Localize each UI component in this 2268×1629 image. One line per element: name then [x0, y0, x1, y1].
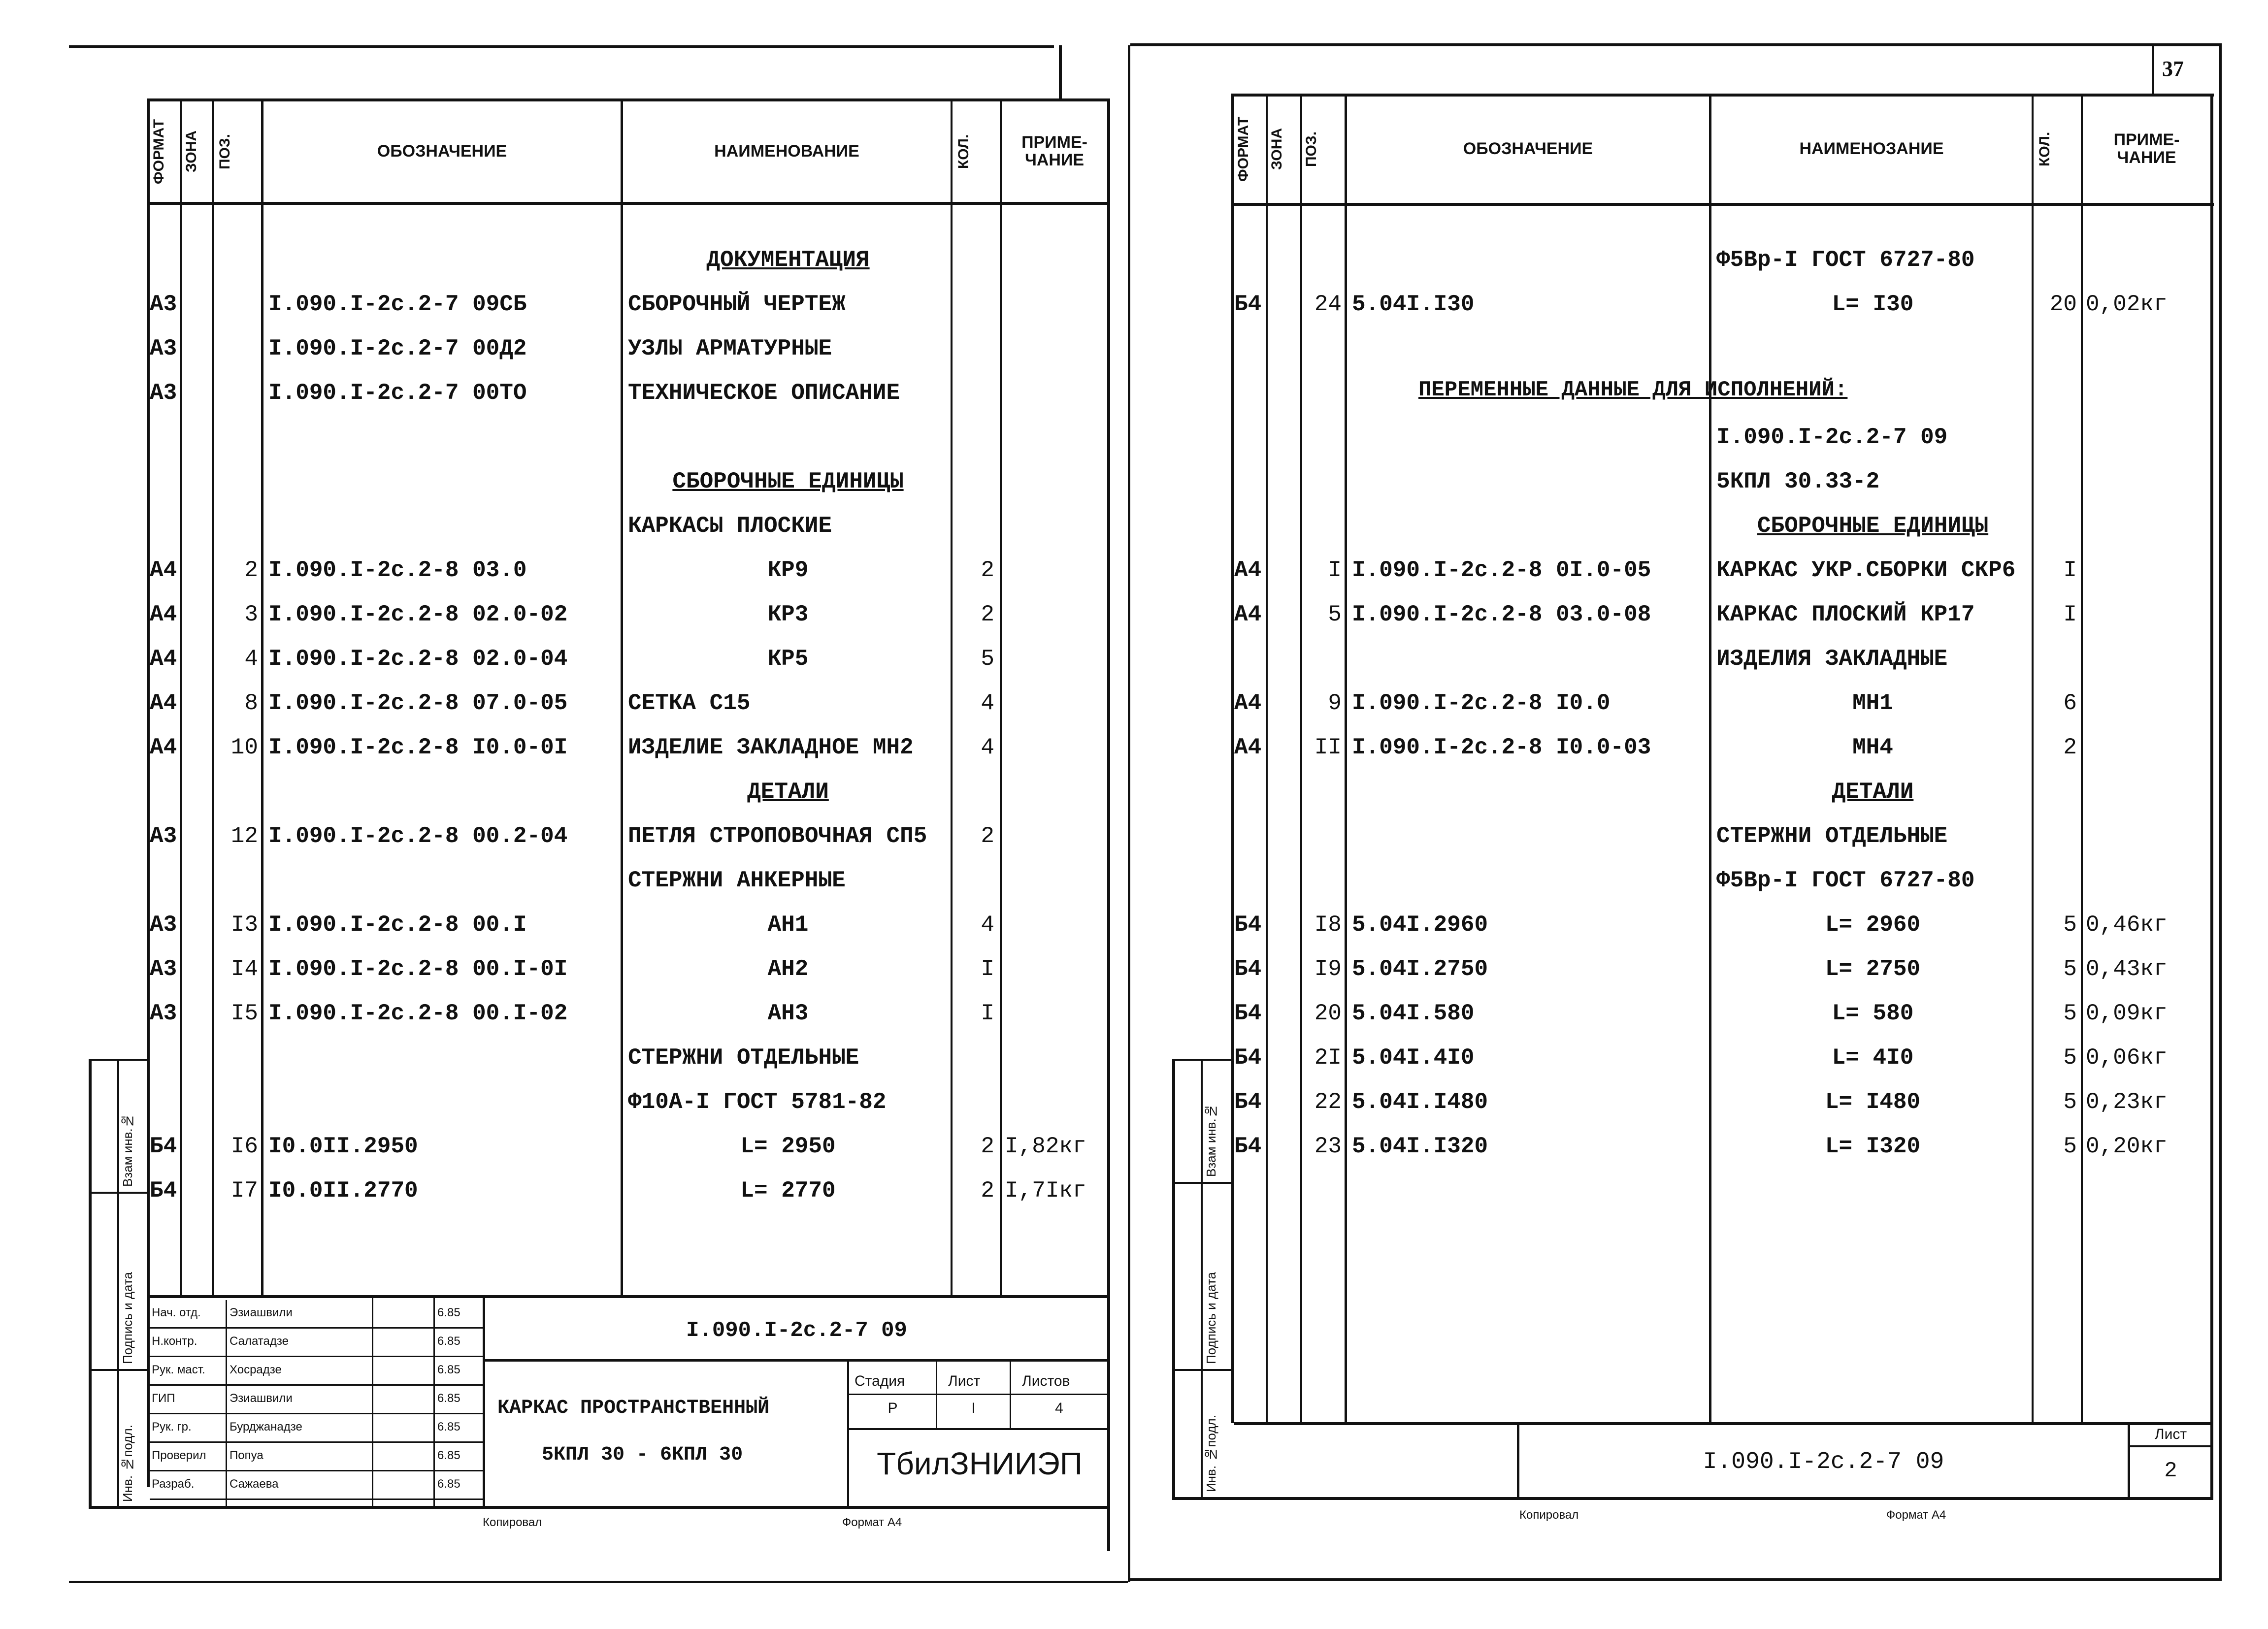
row-designation: I.090.I-2с.2-8 02.0-02: [268, 602, 568, 627]
row-name: L= 580: [1832, 1001, 1914, 1026]
row-name: ДОКУМЕНТАЦИЯ: [706, 247, 870, 273]
row-name: МН1: [1852, 690, 1893, 716]
stamp-date: 6.85: [437, 1449, 460, 1462]
row-pos: 10: [230, 735, 258, 760]
stamp-date: 6.85: [437, 1477, 460, 1491]
row-format: А4: [150, 602, 177, 627]
header-pos-right: ПОЗ.: [1303, 131, 1319, 167]
header-note-right: ПРИМЕ- ЧАНИЕ: [2113, 130, 2180, 167]
row-name: КР3: [767, 602, 809, 627]
row-name: L= I30: [1832, 292, 1914, 317]
stamp-right-doc-code: I.090.I-2с.2-7 09: [1703, 1449, 1944, 1475]
binding-mark: [1059, 45, 1062, 99]
row-name: ПЕТЛЯ СТРОПОВОЧНАЯ СП5: [628, 823, 927, 849]
row-pos: I: [1328, 557, 1342, 583]
row-designation: I.090.I-2с.2-8 00.I: [268, 912, 527, 938]
stamp-person: Эзиашвили: [230, 1392, 293, 1405]
row-format: Б4: [1234, 292, 1262, 317]
row-format: Б4: [150, 1178, 177, 1204]
row-format: Б4: [1234, 1001, 1262, 1026]
inv-sub-label: Инв. №подл.: [120, 1425, 135, 1502]
row-format: Б4: [1234, 1089, 1262, 1115]
row-designation: I.090.I-2с.2-8 03.0-08: [1352, 602, 1651, 627]
row-qty: 5: [2063, 1089, 2077, 1115]
stamp-date: 6.85: [437, 1392, 460, 1405]
row-pos: 22: [1314, 1089, 1342, 1115]
row-name: КАРКАСЫ ПЛОСКИЕ: [628, 513, 832, 539]
sign-date-label-right: Подпись и дата: [1204, 1271, 1218, 1364]
row-qty: 6: [2063, 690, 2077, 716]
row-name: Ф10А-I ГОСТ 5781-82: [628, 1089, 887, 1115]
row-name: КАРКАС ПЛОСКИЙ КР17: [1716, 602, 1975, 627]
row-designation: I.090.I-2с.2-8 0I.0-05: [1352, 557, 1651, 583]
stamp-right-sheet: 2: [2164, 1459, 2177, 1483]
row-format: А3: [150, 956, 177, 982]
row-pos: 2: [244, 557, 258, 583]
footer-format-left: Формат А4: [842, 1516, 902, 1529]
row-pos: I8: [1314, 912, 1342, 938]
row-name: КАРКАС УКР.СБОРКИ СКР6: [1716, 557, 2016, 583]
row-name: L= I320: [1825, 1134, 1921, 1159]
row-format: А3: [150, 823, 177, 849]
header-zone-right: ЗОНА: [1269, 128, 1285, 170]
row-format: А3: [150, 380, 177, 406]
row-pos: I9: [1314, 956, 1342, 982]
row-designation: I0.0II.2770: [268, 1178, 418, 1204]
stamp-sheet-label: Лист: [948, 1373, 981, 1389]
row-name: СБОРОЧНЫЕ ЕДИНИЦЫ: [1757, 513, 1989, 539]
stamp-person: Хосрадзе: [230, 1363, 282, 1376]
stamp-sheets: 4: [1055, 1400, 1063, 1416]
row-format: А3: [150, 336, 177, 361]
stamp-sheet: I: [971, 1400, 976, 1416]
row-format: А3: [150, 292, 177, 317]
row-format: Б4: [1234, 912, 1262, 938]
row-pos: 2I: [1314, 1045, 1342, 1071]
row-name: УЗЛЫ АРМАТУРНЫЕ: [628, 336, 832, 361]
row-designation: I.090.I-2с.2-8 00.2-04: [268, 823, 568, 849]
stamp-stage: Р: [887, 1400, 898, 1416]
stamp-person: Бурджанадзе: [230, 1420, 302, 1434]
row-note: 0,02кг: [2086, 292, 2168, 317]
stamp-role: ГИП: [152, 1392, 175, 1405]
stamp-role: Рук. маст.: [152, 1363, 205, 1376]
header-qty-right: КОЛ.: [2037, 131, 2053, 166]
row-designation: I0.0II.2950: [268, 1134, 418, 1159]
row-pos: I6: [230, 1134, 258, 1159]
row-name: L= 2950: [740, 1134, 836, 1159]
row-format: А3: [150, 912, 177, 938]
row-designation: I.090.I-2с.2-8 00.I-02: [268, 1001, 568, 1026]
row-note: 0,20кг: [2086, 1134, 2168, 1159]
row-pos: I7: [230, 1178, 258, 1204]
header-qty: КОЛ.: [955, 134, 972, 169]
row-qty: 5: [2063, 956, 2077, 982]
row-name: 5КПЛ 30.33-2: [1716, 469, 1880, 494]
row-pos: 5: [1328, 602, 1342, 627]
row-designation: 5.04I.I320: [1352, 1134, 1488, 1159]
row-designation: I.090.I-2с.2-7 00Д2: [268, 336, 527, 361]
footer-copied-left: Копировал: [483, 1516, 542, 1529]
row-qty: 5: [2063, 1134, 2077, 1159]
row-designation: 5.04I.2960: [1352, 912, 1488, 938]
row-name: СТЕРЖНИ ОТДЕЛЬНЫЕ: [1716, 823, 1948, 849]
row-name: ДЕТАЛИ: [747, 779, 829, 805]
row-name: ДЕТАЛИ: [1832, 779, 1914, 805]
header-designation: ОБОЗНАЧЕНИЕ: [377, 141, 507, 161]
variable-data-heading: ПЕРЕМЕННЫЕ ДАННЫЕ ДЛЯ ИСПОЛНЕНИЙ:: [1418, 378, 1848, 402]
stamp-sheets-label: Листов: [1022, 1373, 1070, 1389]
row-qty: 2: [981, 1178, 994, 1204]
row-pos: I5: [230, 1001, 258, 1026]
stamp-role: Разраб.: [152, 1477, 195, 1491]
row-name: L= 2770: [740, 1178, 836, 1204]
row-pos: II: [1314, 735, 1342, 760]
row-format: А4: [1234, 602, 1262, 627]
stamp-role: Нач. отд.: [152, 1306, 201, 1319]
footer-format-right: Формат А4: [1886, 1508, 1946, 1522]
row-name: АН1: [767, 912, 809, 938]
row-designation: 5.04I.2750: [1352, 956, 1488, 982]
row-format: А4: [150, 690, 177, 716]
row-qty: 2: [981, 1134, 994, 1159]
stamp-date: 6.85: [437, 1363, 460, 1376]
row-name: СТЕРЖНИ ОТДЕЛЬНЫЕ: [628, 1045, 859, 1071]
row-designation: I.090.I-2с.2-8 I0.0-03: [1352, 735, 1651, 760]
stamp-doc-code: I.090.I-2с.2-7 09: [686, 1318, 907, 1343]
header-name-right: НАИМЕНОЗАНИЕ: [1799, 139, 1944, 158]
row-name: МН4: [1852, 735, 1893, 760]
row-pos: I3: [230, 912, 258, 938]
row-pos: 8: [244, 690, 258, 716]
row-note: 0,46кг: [2086, 912, 2168, 938]
row-name: АН3: [767, 1001, 809, 1026]
row-pos: I4: [230, 956, 258, 982]
row-name: ИЗДЕЛИЕ ЗАКЛАДНОЕ МН2: [628, 735, 914, 760]
header-name: НАИМЕНОВАНИЕ: [714, 141, 859, 161]
row-name: I.090.I-2с.2-7 09: [1716, 424, 1948, 450]
row-qty: 2: [981, 823, 994, 849]
row-name: КР5: [767, 646, 809, 672]
inv-sub-label-right: Инв. №подл.: [1204, 1415, 1218, 1492]
stamp-title-line1: КАРКАС ПРОСТРАНСТВЕННЫЙ: [497, 1397, 770, 1419]
top-rule: [69, 45, 1054, 48]
row-format: А4: [150, 646, 177, 672]
row-name: СБОРОЧНЫЙ ЧЕРТЕЖ: [628, 292, 846, 317]
row-designation: I.090.I-2с.2-8 07.0-05: [268, 690, 568, 716]
row-qty: 4: [981, 690, 994, 716]
row-pos: 20: [1314, 1001, 1342, 1026]
row-format: А4: [1234, 557, 1262, 583]
row-pos: 9: [1328, 690, 1342, 716]
row-name: ИЗДЕЛИЯ ЗАКЛАДНЫЕ: [1716, 646, 1948, 672]
header-format-right: ФОРМАТ: [1235, 116, 1251, 182]
row-qty: I: [981, 956, 994, 982]
header-designation-right: ОБОЗНАЧЕНИЕ: [1463, 139, 1593, 158]
row-qty: I: [2063, 602, 2077, 627]
row-qty: 20: [2049, 292, 2077, 317]
row-note: 0,23кг: [2086, 1089, 2168, 1115]
stamp-role: Проверил: [152, 1449, 206, 1462]
stamp-person: Попуа: [230, 1449, 263, 1462]
row-designation: I.090.I-2с.2-7 09СБ: [268, 292, 527, 317]
row-designation: 5.04I.I480: [1352, 1089, 1488, 1115]
row-name: СТЕРЖНИ АНКЕРНЫЕ: [628, 868, 846, 893]
row-name: L= 2750: [1825, 956, 1921, 982]
stamp-date: 6.85: [437, 1420, 460, 1434]
stamp-date: 6.85: [437, 1335, 460, 1348]
replace-inv-label-right: Взам инв.№: [1204, 1104, 1218, 1177]
stamp-role: Н.контр.: [152, 1335, 197, 1348]
row-designation: I.090.I-2с.2-7 00ТО: [268, 380, 527, 406]
replace-inv-label: Взам инв.№: [120, 1113, 135, 1187]
row-designation: 5.04I.580: [1352, 1001, 1475, 1026]
row-format: Б4: [150, 1134, 177, 1159]
row-qty: 5: [2063, 1045, 2077, 1071]
row-name: L= 4I0: [1832, 1045, 1914, 1071]
row-qty: I: [981, 1001, 994, 1026]
row-qty: 2: [981, 602, 994, 627]
row-qty: 2: [981, 557, 994, 583]
stamp-person: Сажаева: [230, 1477, 279, 1491]
row-name: СЕТКА С15: [628, 690, 751, 716]
stamp-date: 6.85: [437, 1306, 460, 1319]
row-qty: 4: [981, 735, 994, 760]
row-designation: I.090.I-2с.2-8 00.I-0I: [268, 956, 568, 982]
row-qty: 5: [981, 646, 994, 672]
row-designation: 5.04I.I30: [1352, 292, 1475, 317]
footer-copied-right: Копировал: [1519, 1508, 1579, 1522]
row-designation: 5.04I.4I0: [1352, 1045, 1475, 1071]
row-note: I,7Iкг: [1005, 1178, 1086, 1204]
row-format: А3: [150, 1001, 177, 1026]
page-fold: [1128, 45, 1130, 1582]
row-format: Б4: [1234, 1045, 1262, 1071]
row-pos: 24: [1314, 292, 1342, 317]
header-pos: ПОЗ.: [217, 133, 233, 169]
row-note: 0,06кг: [2086, 1045, 2168, 1071]
stamp-right-sheet-label: Лист: [2154, 1426, 2187, 1442]
row-pos: 23: [1314, 1134, 1342, 1159]
row-name: КР9: [767, 557, 809, 583]
row-qty: 4: [981, 912, 994, 938]
stamp-role: Рук. гр.: [152, 1420, 192, 1434]
row-format: А4: [150, 735, 177, 760]
row-note: I,82кг: [1005, 1134, 1086, 1159]
row-format: А4: [1234, 735, 1262, 760]
header-zone: ЗОНА: [183, 130, 199, 173]
row-designation: I.090.I-2с.2-8 02.0-04: [268, 646, 568, 672]
row-pos: 3: [244, 602, 258, 627]
row-note: 0,43кг: [2086, 956, 2168, 982]
row-name: L= 2960: [1825, 912, 1921, 938]
row-name: СБОРОЧНЫЕ ЕДИНИЦЫ: [672, 469, 904, 494]
row-qty: 5: [2063, 912, 2077, 938]
row-designation: I.090.I-2с.2-8 I0.0-0I: [268, 735, 568, 760]
row-name: ТЕХНИЧЕСКОЕ ОПИСАНИЕ: [628, 380, 900, 406]
row-qty: 5: [2063, 1001, 2077, 1026]
stamp-person: Салатадзе: [230, 1335, 289, 1348]
row-name: АН2: [767, 956, 809, 982]
row-designation: I.090.I-2с.2-8 03.0: [268, 557, 527, 583]
row-name: Ф5Вр-I ГОСТ 6727-80: [1716, 247, 1975, 273]
row-qty: 2: [2063, 735, 2077, 760]
header-note: ПРИМЕ- ЧАНИЕ: [1021, 132, 1087, 169]
row-format: Б4: [1234, 1134, 1262, 1159]
row-pos: 12: [230, 823, 258, 849]
row-pos: 4: [244, 646, 258, 672]
stamp-title-line2: 5КПЛ 30 - 6КПЛ 30: [542, 1444, 743, 1466]
row-name: L= I480: [1825, 1089, 1921, 1115]
row-note: 0,09кг: [2086, 1001, 2168, 1026]
stamp-org: ТбилЗНИИЭП: [877, 1446, 1083, 1481]
row-format: А4: [1234, 690, 1262, 716]
row-name: Ф5Вр-I ГОСТ 6727-80: [1716, 868, 1975, 893]
stamp-person: Эзиашвили: [230, 1306, 293, 1319]
stamp-stage-label: Стадия: [855, 1373, 905, 1389]
row-format: Б4: [1234, 956, 1262, 982]
row-designation: I.090.I-2с.2-8 I0.0: [1352, 690, 1611, 716]
page-number: 37: [2162, 57, 2184, 81]
row-format: А4: [150, 557, 177, 583]
header-format: ФОРМАТ: [151, 119, 167, 184]
sign-date-label: Подпись и дата: [120, 1271, 135, 1364]
row-qty: I: [2063, 557, 2077, 583]
